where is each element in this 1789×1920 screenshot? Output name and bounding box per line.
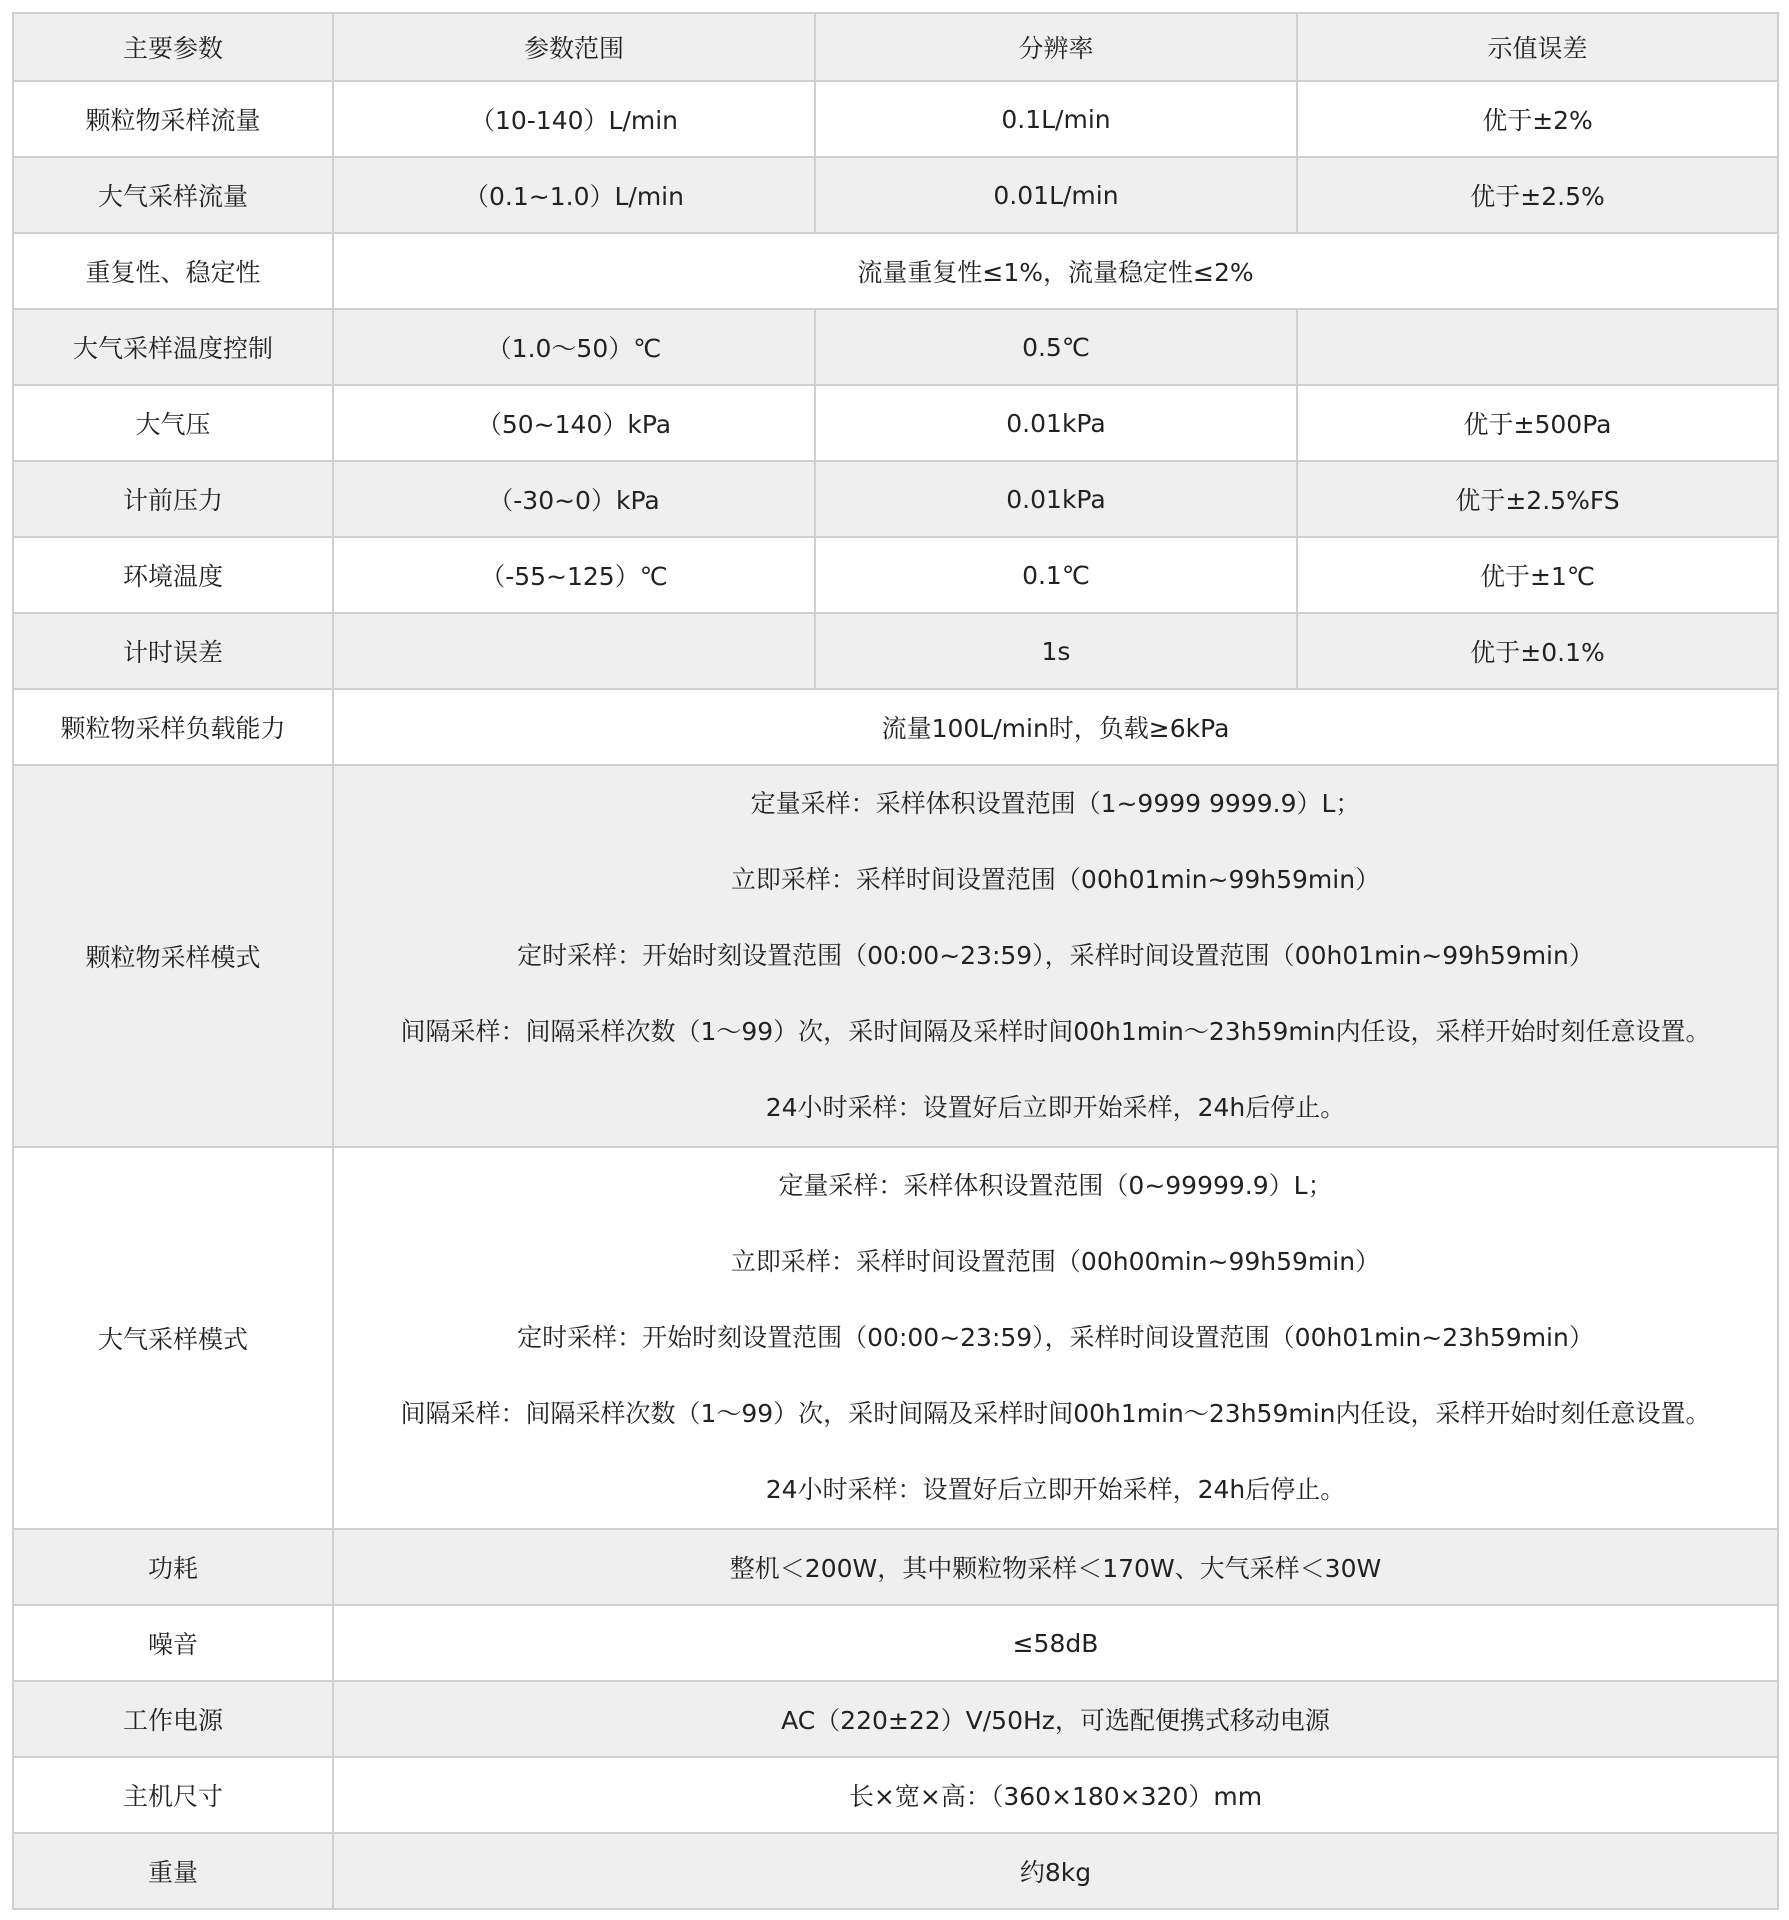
table-row: [13, 689, 1778, 765]
header-resolution: 分辨率: [815, 13, 1297, 81]
table-header-row: [13, 13, 1778, 81]
header-param-range: 参数范围: [333, 13, 815, 81]
param-name-cell: 计前压力: [13, 461, 333, 537]
param-range-cell: （-30~0）kPa: [333, 461, 815, 537]
table-row: [13, 385, 1778, 461]
merged-value-cell: 整机＜200W，其中颗粒物采样＜170W、大气采样＜30W: [333, 1529, 1778, 1605]
mode-line: 立即采样：采样时间设置范围（00h01min~99h59min）: [730, 865, 1381, 894]
param-name-cell: 功耗: [13, 1529, 333, 1605]
table-row: [13, 81, 1778, 157]
merged-value-cell: ≤58dB: [333, 1605, 1778, 1681]
resolution-cell: 0.5℃: [815, 309, 1297, 385]
table-row: [13, 537, 1778, 613]
table-row: [13, 1833, 1778, 1909]
table-row: [13, 613, 1778, 689]
error-cell: 优于±2.5%FS: [1297, 461, 1778, 537]
param-name-cell: 大气压: [13, 385, 333, 461]
param-name-cell: 主机尺寸: [13, 1757, 333, 1833]
table-row: [13, 461, 1778, 537]
resolution-cell: 0.01kPa: [815, 461, 1297, 537]
param-name-cell: 颗粒物采样流量: [13, 81, 333, 157]
resolution-cell: 0.01kPa: [815, 385, 1297, 461]
resolution-cell: 0.01L/min: [815, 157, 1297, 233]
error-cell: 优于±500Pa: [1297, 385, 1778, 461]
table-row: [13, 1681, 1778, 1757]
error-cell: 优于±2.5%: [1297, 157, 1778, 233]
table-row: [13, 1529, 1778, 1605]
param-range-cell: （50~140）kPa: [333, 385, 815, 461]
header-indication-error: 示值误差: [1297, 13, 1778, 81]
param-range-cell: （1.0～50）℃: [333, 309, 815, 385]
mode-list-cell: [333, 765, 1778, 1147]
param-name-cell: 颗粒物采样负载能力: [13, 689, 333, 765]
error-cell: 优于±2%: [1297, 81, 1778, 157]
param-name-cell: 工作电源: [13, 1681, 333, 1757]
mode-line: 24小时采样：设置好后立即开始采样，24h后停止。: [765, 1475, 1346, 1504]
table-row: [13, 1757, 1778, 1833]
param-name-cell: 环境温度: [13, 537, 333, 613]
mode-line: 定时采样：开始时刻设置范围（00:00~23:59），采样时间设置范围（00h01min~99h59min）: [517, 941, 1594, 970]
resolution-cell: 0.1L/min: [815, 81, 1297, 157]
header-main-param: 主要参数: [13, 13, 333, 81]
param-name-cell: 大气采样流量: [13, 157, 333, 233]
spec-table: [12, 12, 1779, 1910]
param-range-cell: [333, 613, 815, 689]
param-name-cell: 颗粒物采样模式: [13, 765, 333, 1147]
mode-list-cell: [333, 1147, 1778, 1529]
mode-line: 间隔采样：间隔采样次数（1～99）次，采时间隔及采样时间00h1min～23h59min内任设，采样开始时刻任意设置。: [400, 1399, 1711, 1428]
table-row: [13, 157, 1778, 233]
param-range-cell: （10-140）L/min: [333, 81, 815, 157]
error-cell: 优于±1℃: [1297, 537, 1778, 613]
resolution-cell: 1s: [815, 613, 1297, 689]
error-cell: [1297, 309, 1778, 385]
mode-line: 间隔采样：间隔采样次数（1～99）次，采时间隔及采样时间00h1min～23h59min内任设，采样开始时刻任意设置。: [400, 1017, 1711, 1046]
resolution-cell: 0.1℃: [815, 537, 1297, 613]
merged-value-cell: AC（220±22）V/50Hz，可选配便携式移动电源: [333, 1681, 1778, 1757]
table-row: [13, 1605, 1778, 1681]
mode-line: 立即采样：采样时间设置范围（00h00min~99h59min）: [730, 1247, 1381, 1276]
param-range-cell: （0.1~1.0）L/min: [333, 157, 815, 233]
merged-value-cell: 流量重复性≤1%，流量稳定性≤2%: [333, 233, 1778, 309]
mode-line: 定量采样：采样体积设置范围（1~9999 9999.9）L；: [750, 789, 1361, 818]
merged-value-cell: 流量100L/min时，负载≥6kPa: [333, 689, 1778, 765]
table-row: [13, 765, 1778, 1147]
table-row: [13, 309, 1778, 385]
param-name-cell: 计时误差: [13, 613, 333, 689]
param-name-cell: 大气采样温度控制: [13, 309, 333, 385]
param-range-cell: （-55~125）℃: [333, 537, 815, 613]
param-name-cell: 大气采样模式: [13, 1147, 333, 1529]
table-row: [13, 1147, 1778, 1529]
merged-value-cell: 长×宽×高：（360×180×320）mm: [333, 1757, 1778, 1833]
mode-line: 定时采样：开始时刻设置范围（00:00~23:59），采样时间设置范围（00h01min~23h59min）: [517, 1323, 1594, 1352]
merged-value-cell: 约8kg: [333, 1833, 1778, 1909]
table-row: [13, 233, 1778, 309]
mode-line: 24小时采样：设置好后立即开始采样，24h后停止。: [765, 1093, 1346, 1122]
param-name-cell: 噪音: [13, 1605, 333, 1681]
error-cell: 优于±0.1%: [1297, 613, 1778, 689]
param-name-cell: 重量: [13, 1833, 333, 1909]
param-name-cell: 重复性、稳定性: [13, 233, 333, 309]
mode-line: 定量采样：采样体积设置范围（0~99999.9）L；: [778, 1171, 1333, 1200]
